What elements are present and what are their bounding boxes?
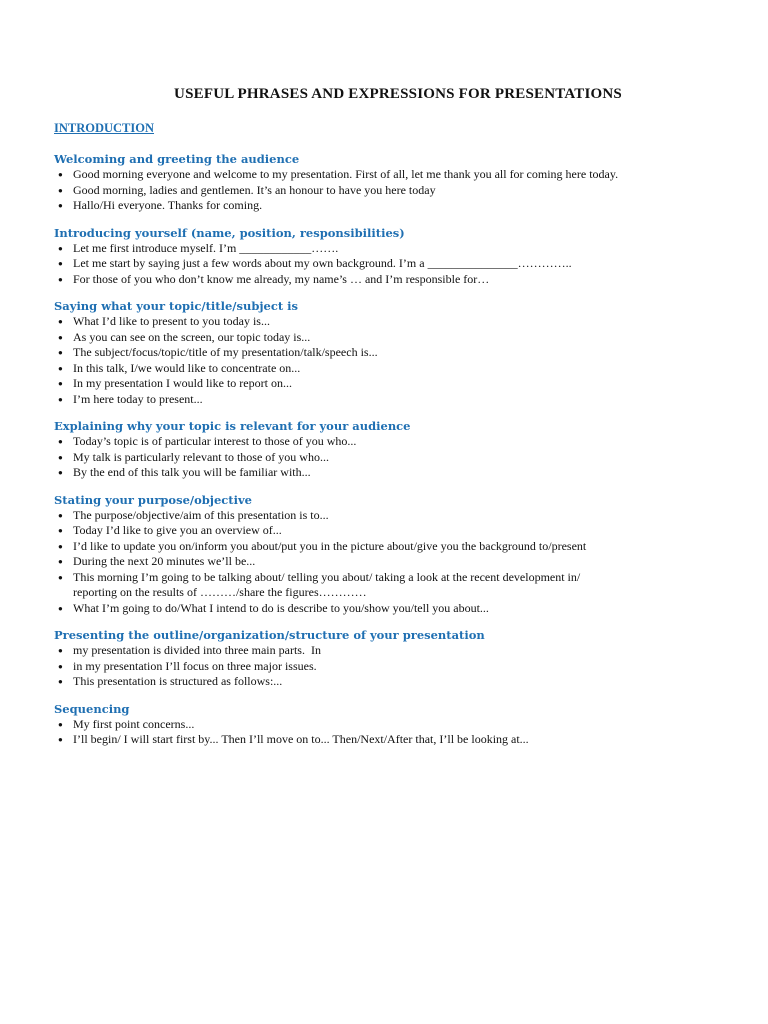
phrase-section [54, 152, 728, 214]
phrase-list [54, 508, 728, 617]
phrase-list-item: ● Good morning everyone and welcome to my presentation. First of all, let me thank you all for coming here today. [58, 167, 728, 183]
phrase-list-item: ● Today I’d like to give you an overview of... [58, 523, 728, 539]
phrase-list-item: ● my presentation is divided into three main parts. In [58, 643, 728, 659]
phrase-list [54, 314, 728, 407]
phrase-list-item: ● What I’m going to do/What I intend to do is describe to you/show you/tell you about... [58, 601, 728, 617]
phrase-list-item: ● My first point concerns... [58, 717, 728, 733]
phrase-section [54, 299, 728, 407]
part-heading-introduction: INTRODUCTION [54, 121, 155, 135]
phrase-list-item: ● Hallo/Hi everyone. Thanks for coming. [58, 198, 728, 214]
phrase-list [54, 241, 728, 288]
section-heading: Introducing yourself (name, position, responsibilities) [54, 225, 405, 240]
section-heading: Welcoming and greeting the audience [54, 152, 300, 166]
phrase-list [54, 434, 728, 481]
phrase-list-item: ● In my presentation I would like to report on... [58, 376, 728, 392]
section-heading: Presenting the outline/organization/structure of your presentation [54, 628, 485, 642]
phrase-list-item: ● Today’s topic is of particular interest to those of you who... [58, 434, 728, 450]
phrase-list-item: ● During the next 20 minutes we’ll be... [58, 554, 728, 570]
section-heading: Explaining why your topic is relevant for your audience [54, 419, 411, 433]
phrase-list-item: ● Let me start by saying just a few words about my own background. I’m a _______________………….. [58, 256, 728, 272]
phrase-list-item: ● I’m here today to present... [58, 392, 728, 408]
section-heading: Stating your purpose/objective [54, 492, 252, 507]
phrase-list-item: ● Good morning, ladies and gentlemen. It’s an honour to have you here today [58, 183, 728, 199]
phrase-list-item: ● The purpose/objective/aim of this presentation is to... [58, 508, 728, 524]
phrase-list-item: ● My talk is particularly relevant to those of you who... [58, 450, 728, 466]
phrase-section [54, 628, 728, 690]
phrase-list-item: ● In this talk, I/we would like to concentrate on... [58, 361, 728, 377]
phrase-section [54, 493, 728, 617]
phrase-section [54, 702, 728, 748]
section-heading: Sequencing [54, 701, 130, 716]
phrase-list-item: ● This morning I’m going to be talking about/ telling you about/ taking a look at the recent development in/ reporting on the results of ………/share the figures………… [58, 570, 728, 601]
phrase-list-item: ● By the end of this talk you will be familiar with... [58, 465, 728, 481]
phrase-list [54, 167, 728, 214]
phrase-list [54, 643, 728, 690]
phrase-list-item: ● The subject/focus/topic/title of my presentation/talk/speech is... [58, 345, 728, 361]
phrase-section [54, 226, 728, 288]
phrase-list-item: ● I’d like to update you on/inform you about/put you in the picture about/give you the background to/present [58, 539, 728, 555]
phrase-list-item: ● What I’d like to present to you today is... [58, 314, 728, 330]
document-title: USEFUL PHRASES AND EXPRESSIONS FOR PRESENTATIONS [174, 86, 622, 102]
section-heading: Saying what your topic/title/subject is [54, 299, 299, 313]
phrase-list-item: ● I’ll begin/ I will start first by... Then I’ll move on to... Then/Next/After that, I’ll be looking at... [58, 732, 728, 748]
phrase-list-item: ● in my presentation I’ll focus on three major issues. [58, 659, 728, 675]
sections-container [54, 152, 728, 748]
phrase-section [54, 419, 728, 481]
phrase-list-item: ● This presentation is structured as follows:... [58, 674, 728, 690]
phrase-list-item: ● Let me first introduce myself. I’m ____________……. [58, 241, 728, 257]
phrase-list-item: ● As you can see on the screen, our topic today is... [58, 330, 728, 346]
phrase-list [54, 717, 728, 748]
phrase-list-item: ● For those of you who don’t know me already, my name’s … and I’m responsible for… [58, 272, 728, 288]
